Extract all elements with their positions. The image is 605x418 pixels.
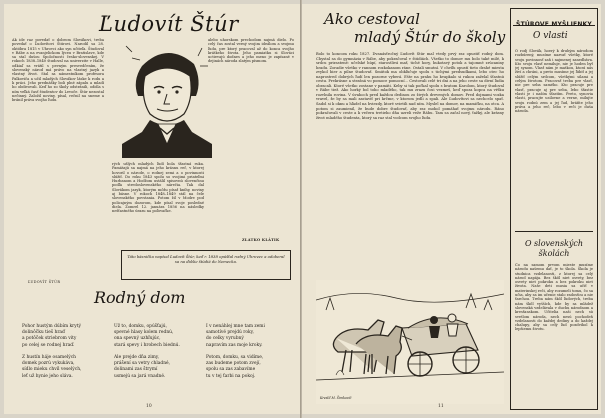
poem-line: Potom, domku, sa vidíme, (206, 355, 264, 361)
intro-column-1: Ak ide raz povedať o dobrom Slovákovi, treba povedať o Ľudovítovi Štúrovi. Narodil sa 28. októbra 1815 v Uhrovci ako syn učiteľa. Študoval v Rábe a na evanjelickom lýceu v Bratislave, kde sa stal dušou Spoločnosti česko-slovenskej. V rokoch 1838–1840 študoval na univerzite v Halle, odkiaľ sa vrátil s pevným presvedčením, že slovenský národ má právo na vlastný jazyk a vlastný život. Stal sa námestníkom profesora Palkoviča a učil mladých Slovákov láske k rodu a k práci. Jeho prednášky boli plné zápalu a mladí ho obdivovali. Keď ho zo školy odstránili, odišla s ním veľká časť študentov do Levoče. Štúr nezostal nečinný. Založil noviny, písal, rečnil na sneme a bránil práva svojho ľudu. (12, 38, 104, 103)
poem-line: zas budeme potom zvejí, (206, 361, 261, 367)
right-page (302, 4, 601, 414)
sidebar-header-text: ŠTÚROVE MYŠLIENKY (516, 21, 592, 28)
poem-line: Už to, domku, opúšťajú, (114, 324, 168, 329)
right-page-number: 11 (438, 404, 444, 409)
poem-line: dolinami zas štrymí (114, 367, 158, 373)
sidebar-section1-text: O rodj Slovák, hoerý k druhým národom rozbúrený, musíme nazvať všetky, ktoré svoju povinnosť zaň i najmenej zanedbáva. Kto svoju vlasť nemiluje, nie je hoden byť jej synom. Vlasť nám je matkou, ktorá nás živí a chráni, a preto musíme jej ľúbiť a jej slúžiť celým srdcom, všetkými silami a celým životom. Pracovať treba pre vlasť, nie pre seba samého. Kto pracuje pre vlasť, pracuje aj pre seba, lebo šťastie vlasti je i naším šťastím. Preto, synovia vlasti, pracujte usilovne a verne, milujte svoju rodnú zem a jej ľud, bráňte jeho práva a jeho reč, lebo v reči je duša národa. (515, 49, 593, 114)
poem-line: do celky vyrubný (206, 336, 244, 342)
sidebar-section2-title: O slovenských školách (524, 239, 584, 258)
poem-line: spevné hlasy kolem rednú, (114, 330, 174, 336)
sidebar-header (513, 11, 595, 26)
coach-illustration (316, 280, 504, 404)
portrait-caption: ĽUDOVÍT ŠTÚR (28, 280, 61, 284)
poem-line: usmejú sa jará vnadné. (114, 373, 166, 379)
illustration-caption: Kreslil M. Šimkovič (320, 396, 352, 400)
poem-line: domek pozrú vykukáva, (22, 361, 75, 367)
left-page-number: 10 (146, 404, 152, 409)
portrait-illustration (112, 36, 222, 158)
intro-column-3: alebo uhorskom prechodom najmä dielo. Po celý čas zostal verný svojim ideálom a svojmu ľudu, pre ktorý pracoval až do konca svojho krátkeho života. Jeho pamiatku si Slováci uctievajú dodnes a jeho meno je zapísané v dejinách národa zlatým písmom. (208, 38, 294, 64)
article-author: ZLATKO KLÁTIK (242, 238, 280, 242)
poem-line: prášení sa vetry chladné, (114, 361, 171, 367)
intro-column-2: rých ušlých mladých ľudí bola šťastná ruka. Pamätajú sa najmä na jeho krásnu reč, v ktorej hovoril o národe, o rodnej zemi a o povinnosti slúžiť. Do roku 1843 spolu so svojimi priateľmi Hurbanom a Hodžom ustálil spisovnú slovenčinu podľa stredoslovenského nárečia. Tak dal Slovákom jazyk, ktorým môžu písať knihy, noviny aj básne. V rokoch 1848–1849 stál na čele slovenského povstania. Potom žil v Modre pod policajným dozorom, kde písal svoje posledné diela. Zomrel 12. januára 1856 na následky nešťastného úrazu na poľovačke. (112, 162, 204, 214)
portrait-icon (112, 36, 222, 158)
sidebar-section2-text: Čo na samom prvom mieste musíme národu našemu dať, je to škola. Škola je studnica vzdelanosti, z ktorej sa celý národ napája. Bez škôl niet osvety, bez osvety niet pokroku a bez pokroku niet života. Naše deti musia sa učiť v materinskej reči, aby rozumeli tomu, čo sa učia, aby sa im učenie stalo radosťou a nie ťarchou. Treba nám škôl ľudových, treba nám škôl vyšších, kde by sa mládež slovenská vzdelávala v duchu národnom a kresťanskom. Učitelia naši nech sú svetlom národa, nech nesú pochodeň vzdelanosti do každej dediny a do každej chalupy, aby sa celý ľud pozdvihol k lepšiemu životu. (515, 263, 593, 332)
poem-column-1 (22, 324, 81, 380)
poem-line: Ale prejde dňa zimy, (114, 355, 160, 361)
sidebar-section1-title: O vlasti (533, 31, 568, 41)
poem-line: sídlo mieku chvíl veselých, (22, 367, 82, 373)
poem-title: Rodný dom (94, 288, 186, 307)
poem-line: samotívé prejdú roky, (206, 330, 254, 336)
sidebar-divider (515, 231, 593, 232)
poem-line: spolu sa zas zabavíme (206, 367, 256, 373)
right-page-title-line1: Ako cestoval (324, 10, 420, 28)
sidebar-box (510, 8, 598, 410)
poem-line: po celej se rodnej hraď. (22, 342, 75, 348)
poem-column-2 (114, 324, 180, 380)
travel-article-text: Bolo to koncom roku 1827. Dvanásťročný Ľudovít Štúr mal vtedy prvý raz opustiť rodný dom. Chystal sa do gymnázia v Rábe, aby pokračoval v štúdiách. Všetko to domov mu bolo také milé, k srdcu prirastené: učelské húpí, starostlivá mať, tiché hory, hukotavý potok a tajomné zrúcaniny hradu. Zoradie všetko v rannom rozkokanom ráne. Ostali smutní. V chvíľu opustí tieto drahé miesta zvykol hier a pilne študovať. Smútok ma obkľučuje spolu s tichými predsudkami, lebo otec ho naprostred dobrých ľudí len pozorne vyberá. Ešte na prahu ho kvapkalo si rukou zaželal šťastnú cestu. Prekrásne a strašná vo pomoce pomocní... Cestovali celé tri dni a na jeho ceste sa divní ľudia obracali. Ktoré všetko zostane v pamäti. Keby si tak počkal spolu s bratom Karolom, ktorý študoval v Rábe tiež. Ako horký bol toho mladého, tak mu zrazu čosi vezmeš, keď spoza kopca na vŕšku rozvlnila rovina. V úvahoch pred každou dedinou zo živých drevených domov. Pred dojmami vozka vravel, že by sa mali zastaviť pri krčme, v ktorom jedli a spali. Ale Ľudovítovi sa nechcelo spať. Sadol si k oknu a hľadel na hviezdy, ktoré svietili nad ním. Myslel na domov, na mamičku, na otca. A potom si zaumienil, že bude dobre študovať, aby raz mohol pomáhať svojmu národu. Ráno pokračovali v ceste a k večeru tretieho dňa uzreli veže Rábu. Tam sa začal nový, ťažký, ale krásny život mladého študenta, ktorý sa raz stal vodcom svojho ľudu. (316, 52, 504, 120)
boxed-note-text: Táto básnička napísal Ľudovít Štúr, keď r. 1838 opúšťal rodný Uhrovec a odoberal sa na ďalšie štúdiá do Nemecka. (127, 254, 285, 264)
poem-line: stará spevy i hrobech biednú. (114, 342, 180, 348)
left-page-title: Ľudovít Štúr (99, 12, 239, 36)
poem-line: napravím zas moje kroky. (206, 342, 263, 348)
poem-line: I v nenáhlej mne tam zemi (206, 324, 265, 329)
boxed-note (121, 250, 291, 280)
left-page (4, 4, 300, 414)
poem-column-3 (206, 324, 265, 380)
poem-line: a potôček striebrom vity (22, 336, 77, 342)
poem-line: dolinôčku tieš hraď (22, 330, 65, 336)
horse-carriage-icon (316, 280, 504, 404)
poem-line: tu v tej ťarbi na pokoj. (206, 373, 256, 379)
poem-line: Pohor hustým dúbím krytý (22, 324, 81, 329)
poem-line: leť už hynie jeho sláva. (22, 373, 73, 379)
right-page-title-line2: mladý Štúr do školy (354, 28, 506, 46)
poem-line: ona spevný uzhľujúc, (114, 336, 161, 342)
poem-line: Z hustín háje osamelých (22, 355, 76, 361)
